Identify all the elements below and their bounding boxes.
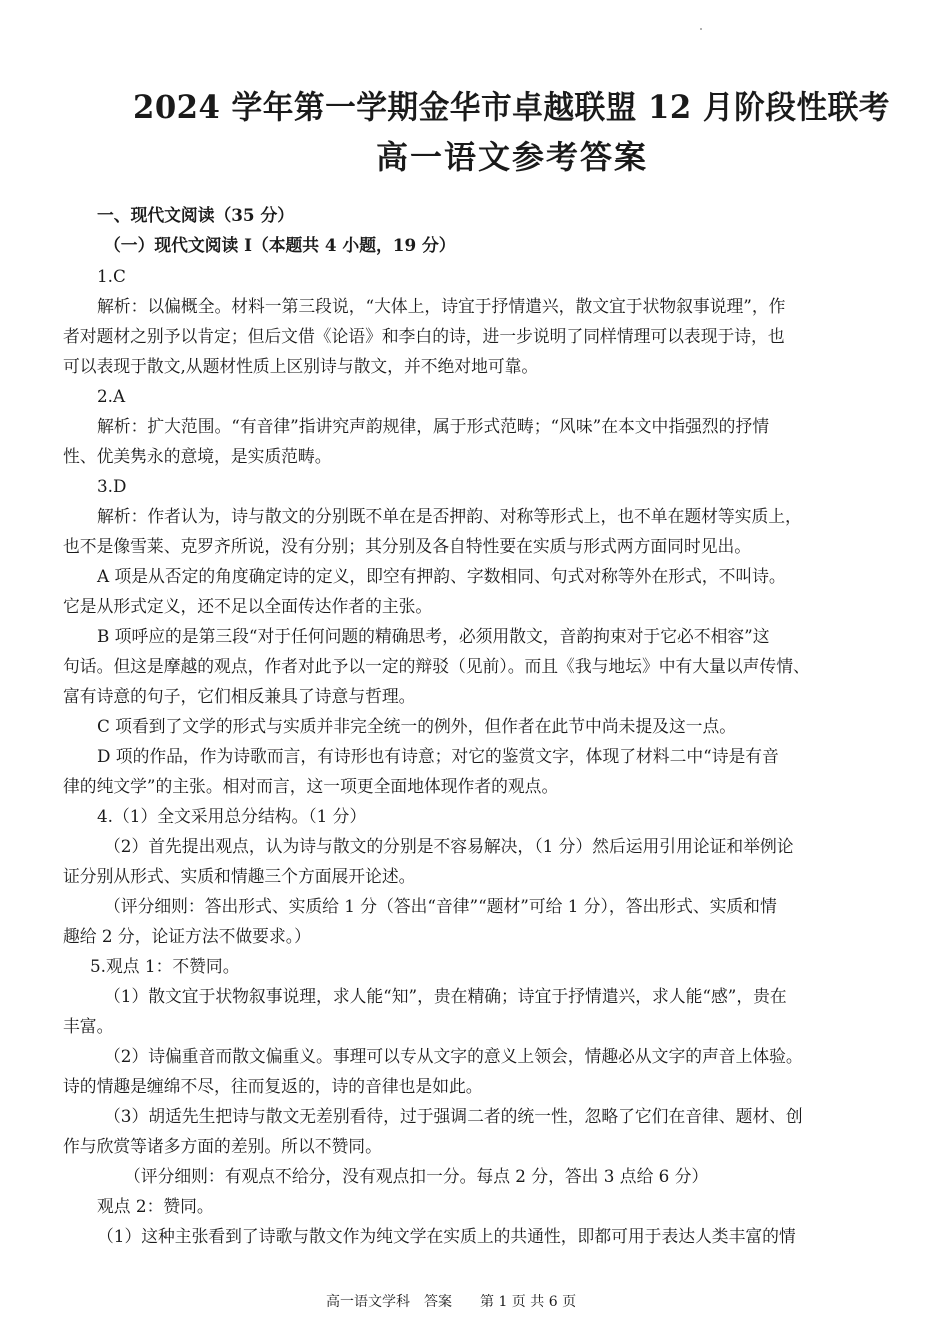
subsection-heading: （一）现代文阅读 I（本题共 4 小题，19 分）: [104, 235, 456, 255]
scan-speck: [700, 28, 702, 30]
text-line: 丰富。: [63, 1016, 114, 1036]
text-line: 证分别从形式、实质和情趣三个方面展开论述。: [63, 866, 416, 886]
text-line: 作与欣赏等诸多方面的差别。所以不赞同。: [63, 1136, 382, 1156]
text-line: 句话。但这是摩越的观点，作者对此予以一定的辩驳（见前）。而且《我与地坛》中有大量以声传情、: [63, 656, 810, 676]
text-line: 富有诗意的句子，它们相反兼具了诗意与哲理。: [63, 686, 416, 706]
text-line: A 项是从否定的角度确定诗的定义，即空有押韵、字数相同、句式对称等外在形式，不叫诗。: [97, 566, 786, 586]
page-title: 2024 学年第一学期金华市卓越联盟 12 月阶段性联考: [133, 88, 890, 126]
text-line: 解析：扩大范围。“有音律”指讲究声韵规律，属于形式范畴；“风味”在本文中指强烈的抒情: [97, 416, 770, 436]
text-line: （2）诗偏重音而散文偏重义。事理可以专从文字的意义上领会，情趣必从文字的声音上体验。: [104, 1046, 803, 1066]
text-line: （1）这种主张看到了诗歌与散文作为纯文学在实质上的共通性，即都可用于表达人类丰富的情: [97, 1226, 796, 1246]
text-line: 性、优美隽永的意境，是实质范畴。: [63, 446, 332, 466]
answer-2: 2.A: [97, 386, 126, 406]
text-line: 可以表现于散文,从题材性质上区别诗与散文，并不绝对地可靠。: [63, 356, 539, 376]
text-line: （1）散文宜于状物叙事说理，求人能“知”，贵在精确；诗宜于抒情遣兴，求人能“感”，贵在: [104, 986, 787, 1006]
answer-5: 5.观点 1：不赞同。: [90, 956, 240, 976]
text-line: C 项看到了文学的形式与实质并非完全统一的例外，但作者在此节中尚未提及这一点。: [97, 716, 737, 736]
text-line: 解析：作者认为，诗与散文的分别既不单在是否押韵、对称等形式上，也不单在题材等实质上，: [97, 506, 802, 526]
text-line: （2）首先提出观点，认为诗与散文的分别是不容易解决，（1 分）然后运用引用论证和举例论: [104, 836, 794, 856]
text-line: 解析：以偏概全。材料一第三段说，“大体上，诗宜于抒情遣兴，散文宜于状物叙事说理”，作: [97, 296, 786, 316]
text-line: D 项的作品，作为诗歌而言，有诗形也有诗意；对它的鉴赏文字，体现了材料二中“诗是有音: [97, 746, 779, 766]
scoring-note: （评分细则：有观点不给分，没有观点扣一分。每点 2 分，答出 3 点给 6 分）: [124, 1166, 709, 1186]
text-line: 它是从形式定义，还不足以全面传达作者的主张。: [63, 596, 433, 616]
text-line: 者对题材之别予以肯定；但后文借《论语》和李白的诗，进一步说明了同样情理可以表现于诗，也: [63, 326, 785, 346]
text-line: B 项呼应的是第三段“对于任何问题的精确思考，必须用散文，音韵拘束对于它必不相容”这: [97, 626, 770, 646]
viewpoint-2: 观点 2：赞同。: [97, 1196, 214, 1216]
text-line: 也不是像雪莱、克罗齐所说，没有分别；其分别及各自特性要在实质与形式两方面同时见出。: [63, 536, 752, 556]
page-subtitle: 高一语文参考答案: [376, 138, 649, 176]
scoring-note: （评分细则：答出形式、实质给 1 分（答出“音律”“题材”可给 1 分），答出形式、实质和情: [104, 896, 777, 916]
answer-1: 1.C: [97, 266, 126, 286]
answer-3: 3.D: [97, 476, 127, 496]
scoring-note: 趣给 2 分，论证方法不做要求。）: [63, 926, 311, 946]
section-heading: 一、现代文阅读（35 分）: [97, 205, 295, 225]
text-line: 诗的情趣是缠绵不尽，往而复返的，诗的音律也是如此。: [63, 1076, 483, 1096]
text-line: 律的纯文学”的主张。相对而言，这一项更全面地体现作者的观点。: [63, 776, 559, 796]
answer-4: 4.（1）全文采用总分结构。（1 分）: [97, 806, 367, 826]
page-footer: 高一语文学科 答案 第 1 页 共 6 页: [326, 1294, 577, 1310]
text-line: （3）胡适先生把诗与散文无差别看待，过于强调二者的统一性，忽略了它们在音律、题材、创: [104, 1106, 803, 1126]
